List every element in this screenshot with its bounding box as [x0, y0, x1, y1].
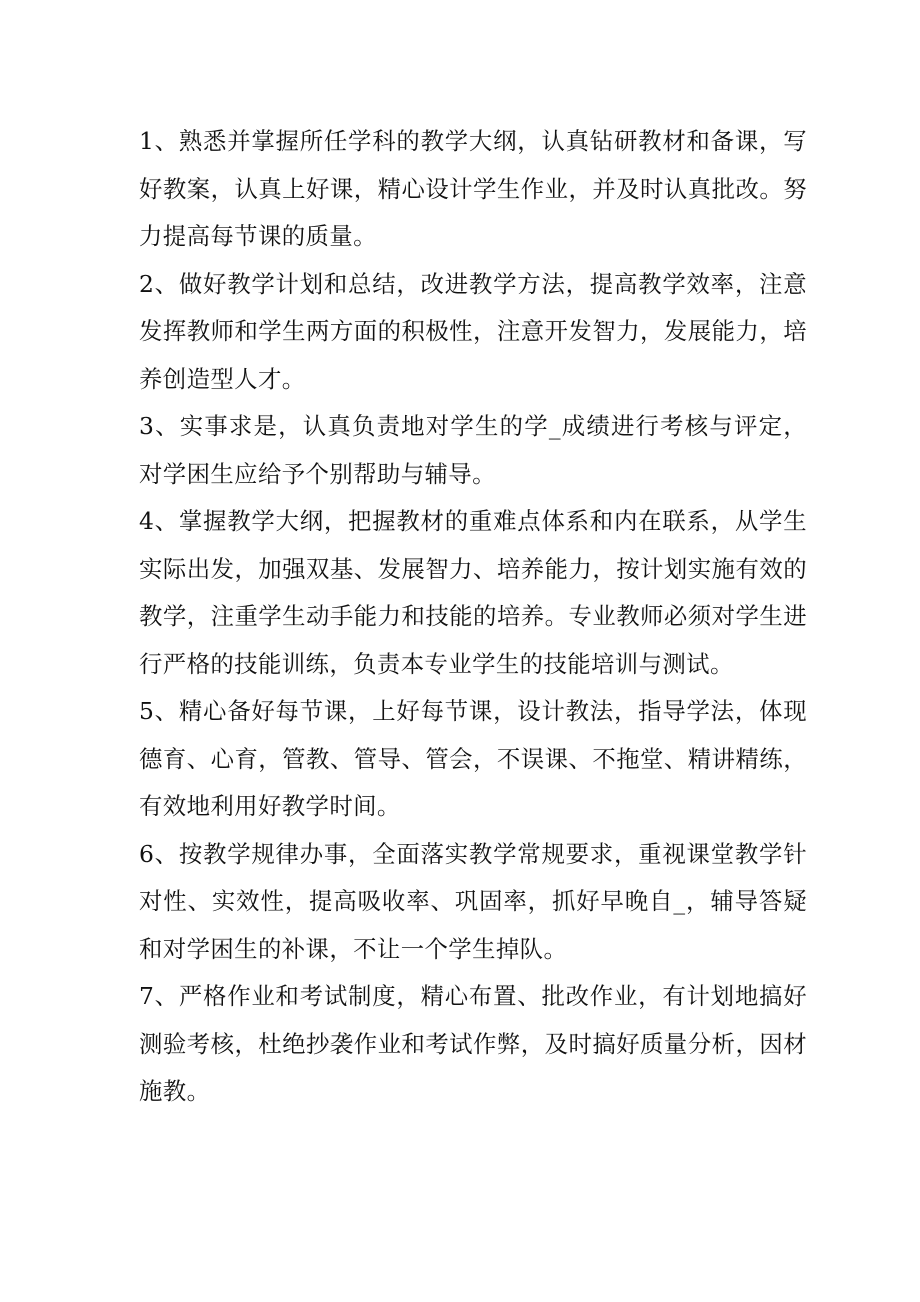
list-item-4: 4、掌握教学大纲，把握教材的重难点体系和内在联系，从学生实际出发，加强双基、发展智力、培养能力，按计划实施有效的教学，注重学生动手能力和技能的培养。专业教师必须对学生进行严格的技能训练，负责本专业学生的技能培训与测试。: [139, 507, 807, 678]
list-item-1: 1、熟悉并掌握所任学科的教学大纲，认真钻研教材和备课，写好教案，认真上好课，精心设计学生作业，并及时认真批改。努力提高每节课的质量。: [139, 127, 807, 250]
list-item-3: 3、实事求是，认真负责地对学生的学_成绩进行考核与评定，对学困生应给予个别帮助与辅导。: [139, 412, 807, 488]
list-item-7: 7、严格作业和考试制度，精心布置、批改作业，有计划地搞好测验考核，杜绝抄袭作业和考试作弊，及时搞好质量分析，因材施教。: [139, 982, 807, 1105]
list-item-5: 5、精心备好每节课，上好每节课，设计教法，指导学法，体现德育、心育，管教、管导、管会，不误课、不拖堂、精讲精练，有效地利用好教学时间。: [139, 697, 807, 820]
list-item-2: 2、做好教学计划和总结，改进教学方法，提高教学效率，注意发挥教师和学生两方面的积极性，注意开发智力，发展能力，培养创造型人才。: [139, 269, 807, 393]
document-body: [139, 118, 807, 1116]
list-item-6: 6、按教学规律办事，全面落实教学常规要求，重视课堂教学针对性、实效性，提高吸收率、巩固率，抓好早晚自_，辅导答疑和对学困生的补课，不让一个学生掉队。: [139, 839, 807, 963]
